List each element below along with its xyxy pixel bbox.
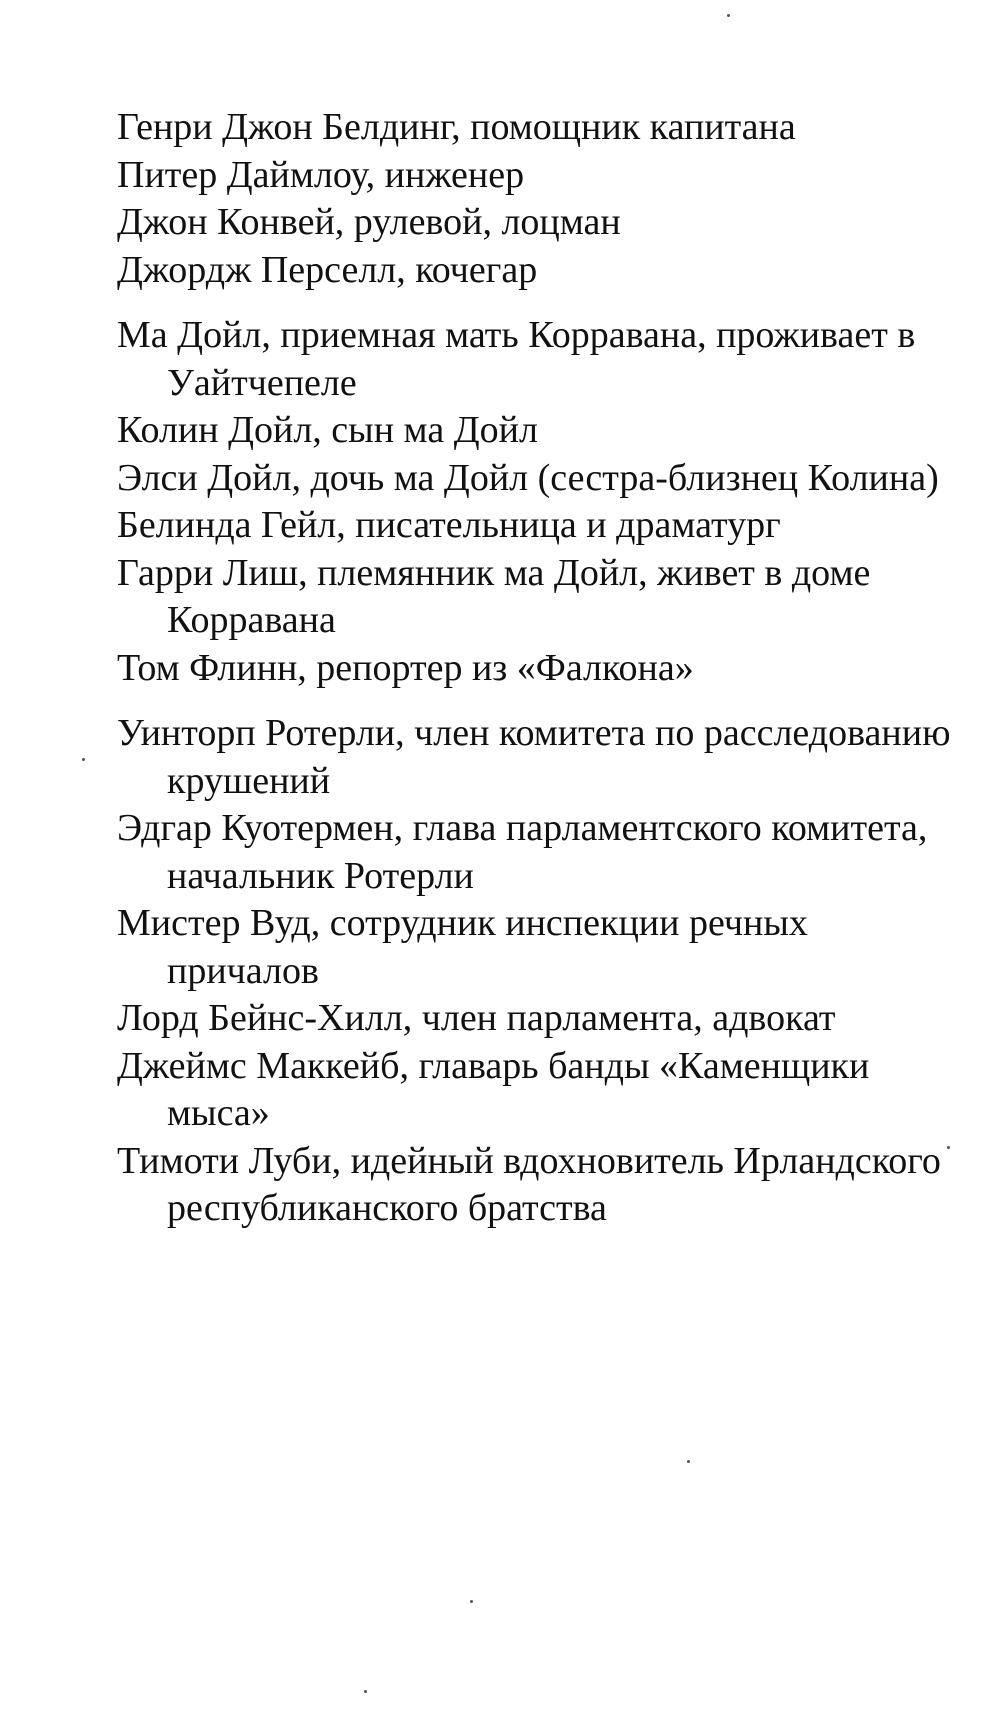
character-entry: Гарри Лиш, племянник ма Дойл, живет в доме Корравана — [117, 551, 871, 641]
character-entry: Генри Джон Белдинг, помощник капитана — [117, 106, 796, 148]
character-entry: Джеймс Маккейб, главарь банды «Каменщики мыса» — [117, 1044, 870, 1134]
character-list — [117, 104, 967, 1233]
character-entry: Эдгар Куотермен, глава парламентского комитета, начальник Ротерли — [117, 807, 928, 897]
scan-speck — [82, 758, 85, 761]
character-entry: Уинторп Ротерли, член комитета по расследованию крушений — [117, 712, 951, 802]
scan-speck — [364, 1690, 367, 1693]
character-entry: Колин Дойл, сын ма Дойл — [117, 409, 538, 451]
character-entry: Питер Даймлоу, инженер — [117, 153, 525, 196]
character-entry: Джордж Перселл, кочегар — [117, 248, 538, 291]
character-entry: Тимоти Луби, идейный вдохновитель Ирландского республиканского братства — [117, 1139, 941, 1229]
character-entry: Элси Дойл, дочь ма Дойл (сестра-близнец Колина) — [117, 456, 939, 499]
character-entry: Лорд Бейнс-Хилл, член парламента, адвокат — [117, 997, 836, 1039]
character-group-officials — [117, 710, 967, 1233]
character-group-crew — [117, 104, 967, 294]
character-entry: Белинда Гейл, писательница и драматург — [117, 504, 781, 546]
character-entry: Мистер Вуд, сотрудник инспекции речных причалов — [117, 902, 808, 992]
scan-speck — [947, 1146, 950, 1149]
character-entry: Ма Дойл, приемная мать Корравана, проживает в Уайтчепеле — [117, 314, 916, 404]
scan-speck — [687, 1460, 690, 1463]
scan-speck — [727, 14, 730, 17]
character-entry: Джон Конвей, рулевой, лоцман — [117, 201, 621, 243]
character-entry: Том Флинн, репортер из «Фалкона» — [117, 646, 694, 689]
scan-speck — [470, 1600, 473, 1603]
character-group-family — [117, 312, 967, 692]
